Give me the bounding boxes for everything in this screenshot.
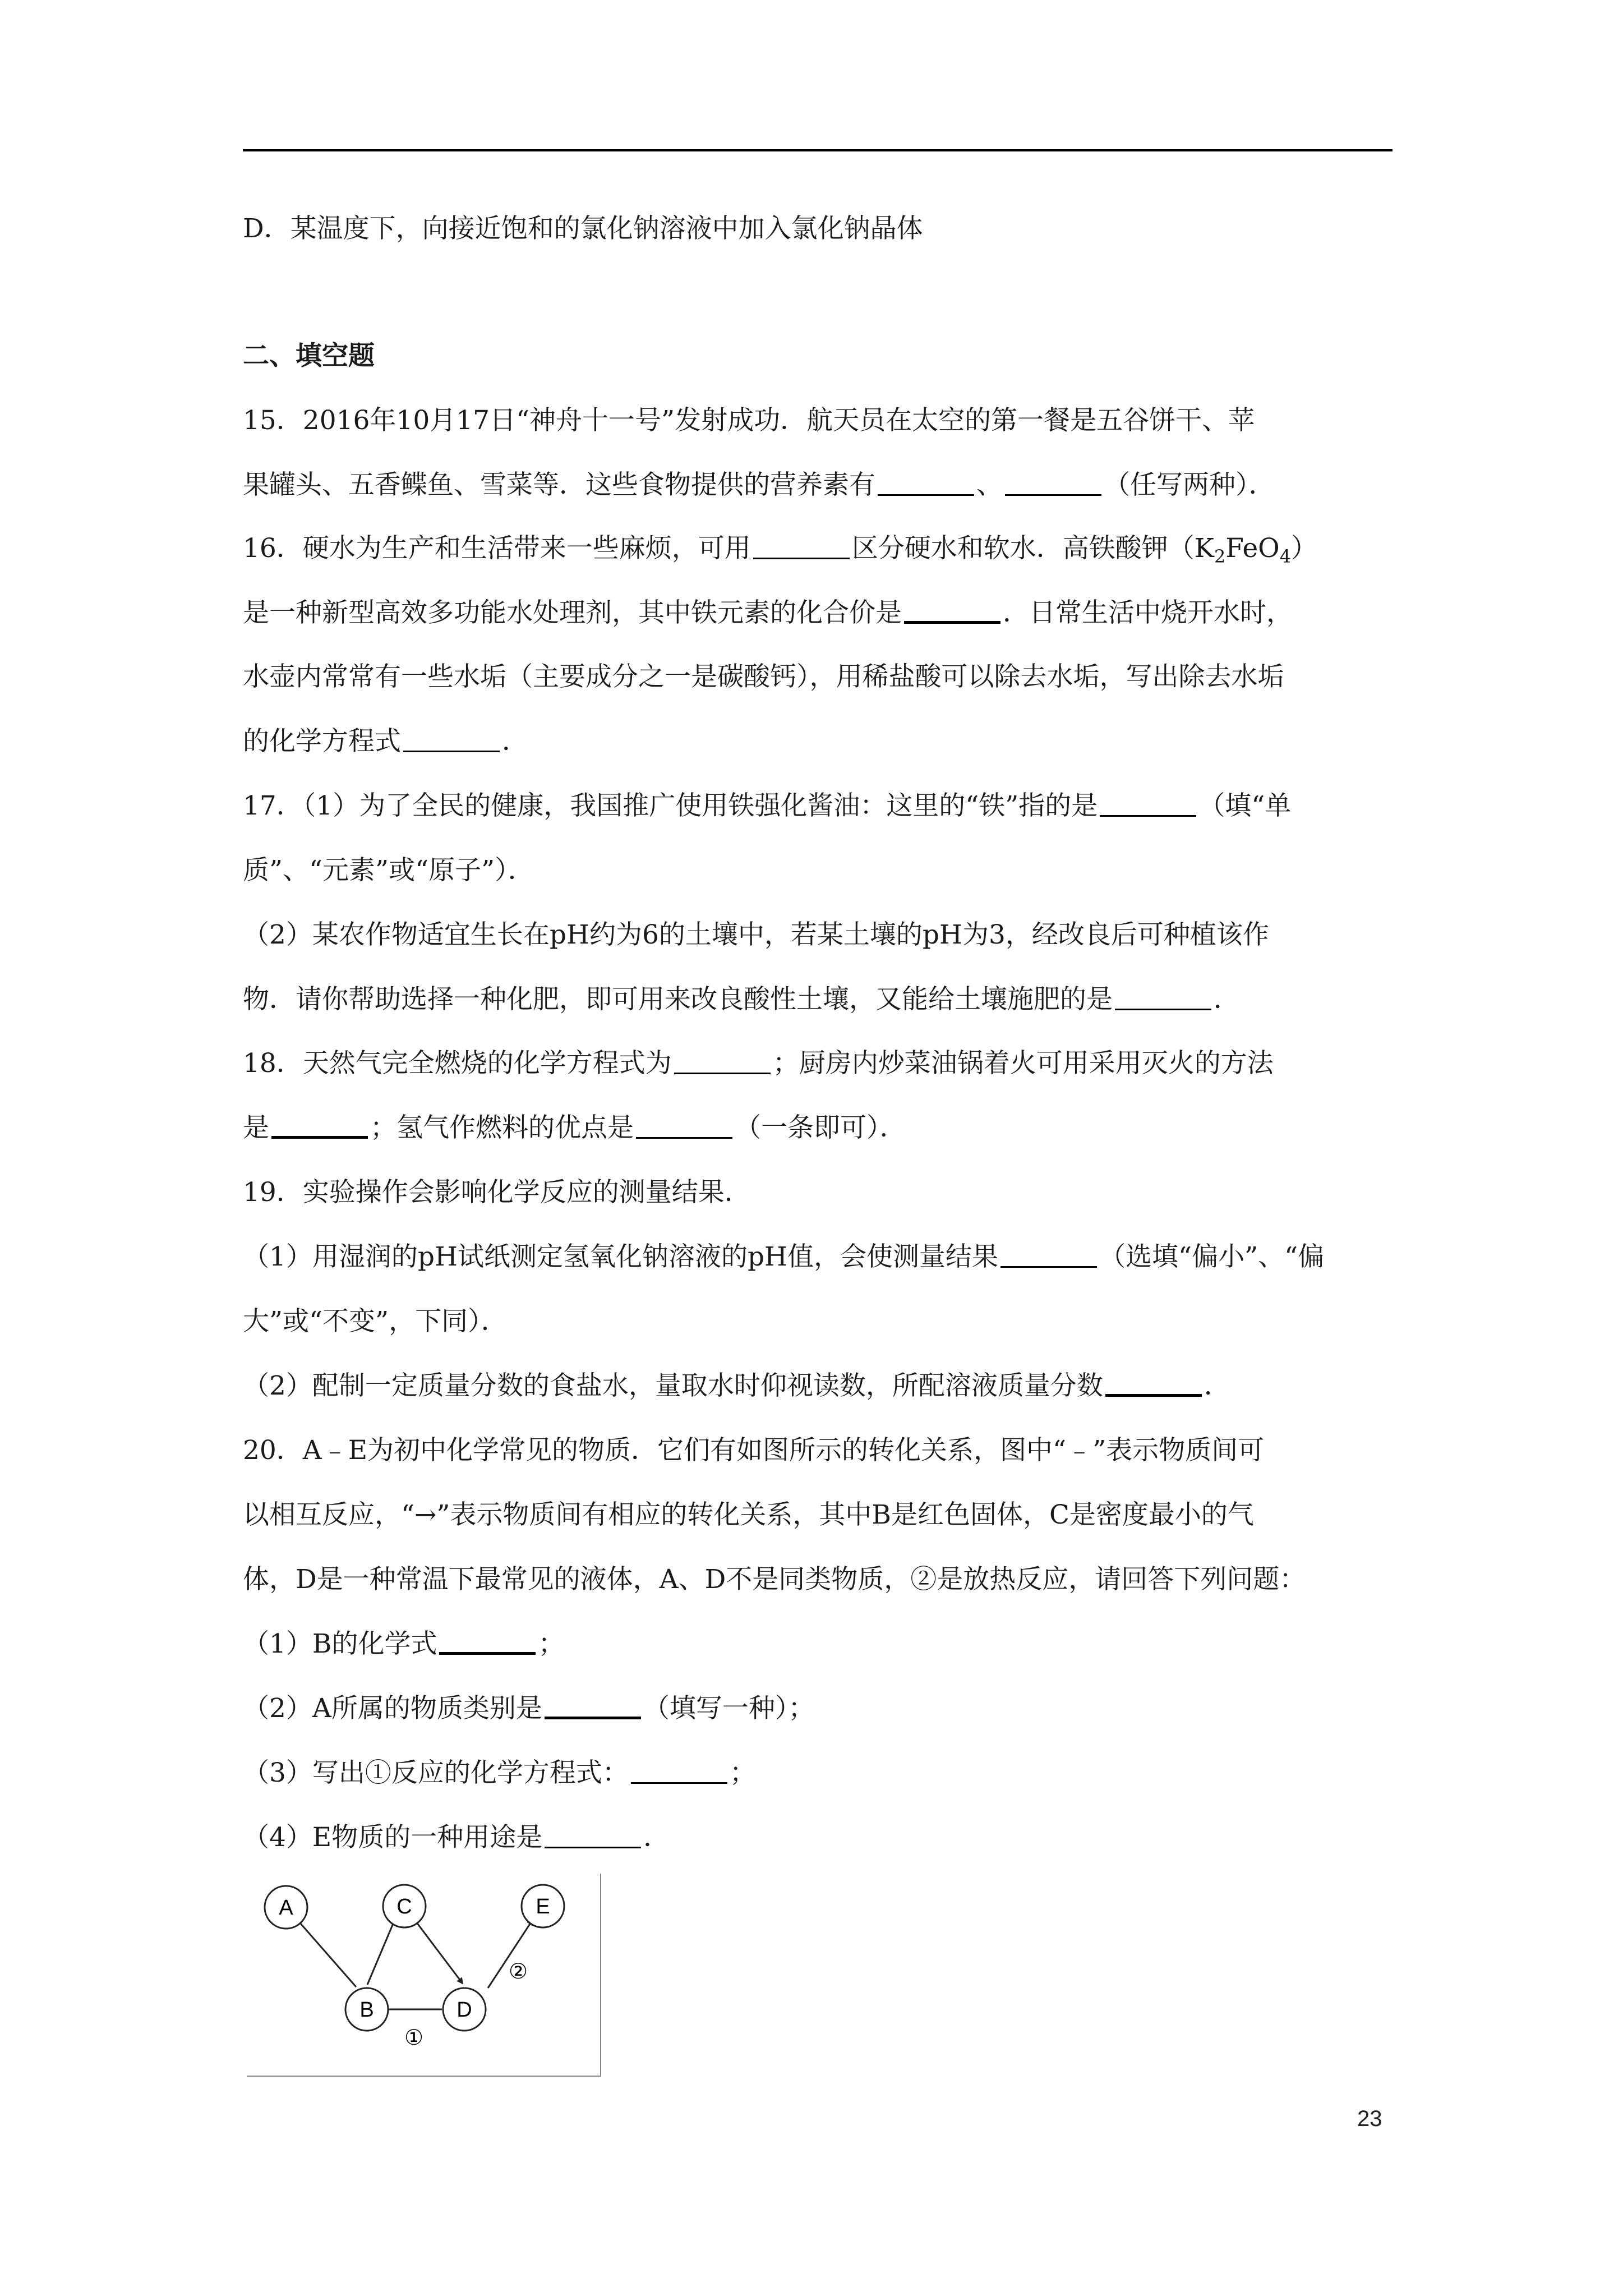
q18-line1: 18．天然气完全燃烧的化学方程式为 ；厨房内炒菜油锅着火可用采用灭火的方法 (243, 1048, 1274, 1079)
answer-blank[interactable] (545, 1694, 641, 1719)
answer-blank[interactable] (439, 1630, 536, 1655)
q19-line4: （2）配制一定质量分数的食盐水，量取水时仰视读数，所配溶液质量分数 ． (243, 1370, 1230, 1401)
svg-text:A: A (279, 1896, 293, 1920)
q17-line4: 物．请你帮助选择一种化肥，即可用来改良酸性土壤，又能给土壤施肥的是 ． (243, 984, 1240, 1015)
q20-line2: 以相互反应，“→”表示物质间有相应的转化关系，其中B是红色固体，C是密度最小的气 (243, 1499, 1254, 1530)
answer-blank[interactable] (1005, 472, 1101, 496)
answer-blank[interactable] (1115, 986, 1211, 1010)
answer-blank[interactable] (545, 1824, 641, 1848)
edge-b-to-a (296, 1918, 356, 1987)
svg-text:B: B (359, 1998, 374, 2022)
diagram-svg (247, 1874, 600, 2076)
q15-line2: 果罐头、五香鲽鱼、雪菜等．这些食物提供的营养素有 、 （任写两种）． (243, 470, 1275, 500)
answer-blank[interactable] (1100, 793, 1196, 817)
q19-line1: 19．实验操作会影响化学反应的测量结果． (243, 1177, 751, 1208)
edge-label-1: ① (404, 2025, 424, 2050)
q20-part2: （2）A所属的物质类别是 （填写一种）； (243, 1693, 815, 1724)
q18-line2: 是 ；氢气作燃料的优点是 （一条即可）． (243, 1112, 906, 1143)
q20-line1: 20．A﹣E为初中化学常见的物质．它们有如图所示的转化关系，图中“﹣”表示物质间可 (243, 1435, 1265, 1466)
answer-blank[interactable] (904, 599, 1000, 624)
option-d: D．某温度下，向接近饱和的氯化钠溶液中加入氯化钠晶体 (243, 213, 923, 244)
svg-text:C: C (396, 1895, 412, 1918)
q19-line2: （1）用湿润的pH试纸测定氢氧化钠溶液的pH值，会使测量结果 （选填“偏小”、“偏 (243, 1241, 1325, 1272)
answer-blank[interactable] (1000, 1244, 1097, 1268)
node-e (522, 1885, 564, 1927)
header-rule (243, 149, 1393, 151)
q16-line2: 是一种新型高效多功能水处理剂，其中铁元素的化合价是 ．日常生活中烧开水时， (243, 597, 1293, 628)
q20-line3: 体，D是一种常温下最常见的液体，A、D不是同类物质，②是放热反应，请回答下列问题： (243, 1564, 1306, 1595)
q20-part3: （3）写出①反应的化学方程式： ； (243, 1757, 756, 1788)
page-number: 23 (1357, 2106, 1382, 2131)
svg-text:D: D (457, 1998, 472, 2022)
q19-line3: 大”或“不变”，下同）． (243, 1306, 508, 1337)
answer-blank[interactable] (631, 1760, 727, 1784)
answer-blank[interactable] (403, 728, 500, 752)
node-b (345, 1988, 388, 2031)
answer-blank[interactable] (1105, 1372, 1202, 1397)
q20-part1: （1）B的化学式 ； (243, 1628, 565, 1659)
q17-line2: 质”、“元素”或“原子”）． (243, 855, 534, 886)
edge-c-b (367, 1920, 395, 1985)
edge-label-2: ② (508, 1959, 528, 1984)
q15-line1: 15．2016年10月17日“神舟十一号”发射成功．航天员在太空的第一餐是五谷饼干、苹 (243, 405, 1255, 436)
transformation-diagram (247, 1874, 601, 2077)
node-a (265, 1886, 307, 1929)
edge-c-to-d (414, 1920, 463, 1984)
q17-line1: 17．（1）为了全民的健康，我国推广使用铁强化酱油：这里的“铁”指的是 （填“单 (243, 790, 1292, 821)
section-title: 二、填空题 (243, 341, 375, 371)
node-d (443, 1988, 486, 2031)
answer-blank[interactable] (753, 535, 850, 559)
answer-blank[interactable] (271, 1114, 368, 1139)
q16-line4: 的化学方程式 ． (243, 726, 528, 757)
svg-text:E: E (536, 1895, 550, 1918)
answer-blank[interactable] (674, 1050, 771, 1074)
q20-part4: （4）E物质的一种用途是 ． (243, 1822, 670, 1853)
q16-line1: 16．硬水为生产和生活带来一些麻烦，可用 区分硬水和软水．高铁酸钾$(K_2FeO_4)$ (243, 533, 1318, 567)
answer-blank[interactable] (636, 1115, 732, 1139)
answer-blank[interactable] (878, 472, 974, 496)
q17-line3: （2）某农作物适宜生长在pH约为6的土壤中，若某土壤的pH为3，经改良后可种植该作 (243, 919, 1269, 950)
q16-line3: 水壶内常常有一些水垢（主要成分之一是碳酸钙），用稀盐酸可以除去水垢，写出除去水垢 (243, 661, 1284, 692)
node-c (383, 1885, 426, 1927)
